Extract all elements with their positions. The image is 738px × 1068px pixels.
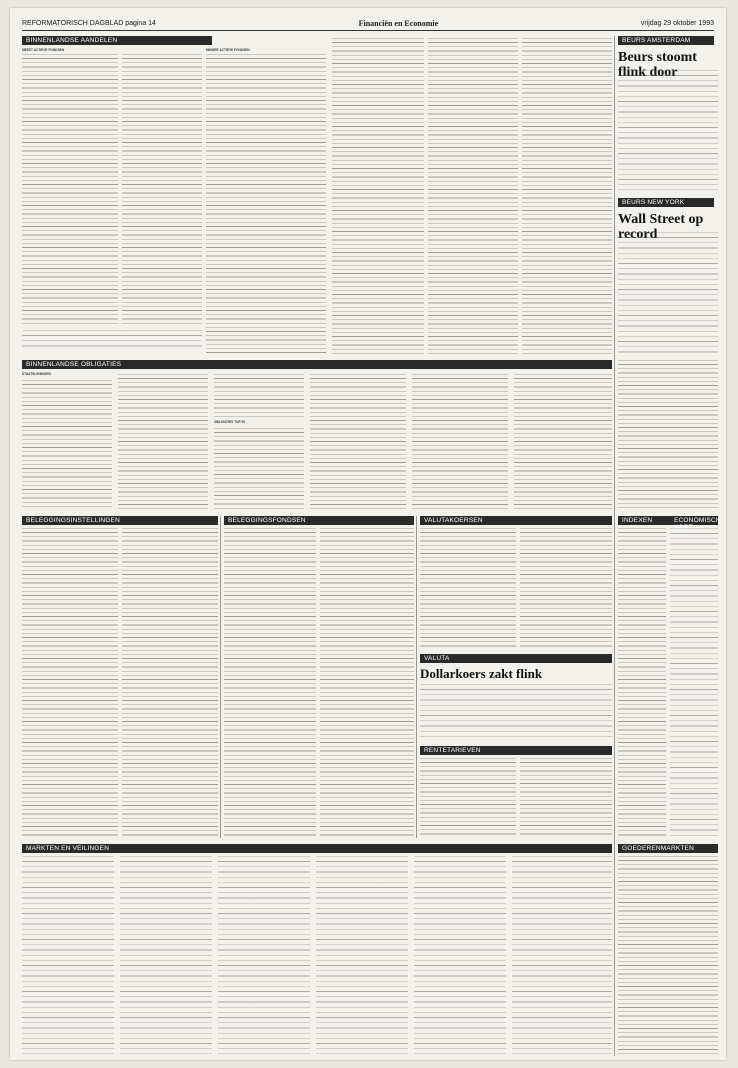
header-right: vrijdag 29 oktober 1993	[640, 19, 714, 27]
table-valutakoersen-col2	[520, 528, 612, 648]
section-goederenmarkten: GOEDERENMARKTEN	[618, 844, 718, 853]
header-center: Financiën en Economie	[358, 18, 439, 28]
newspaper-page	[10, 8, 726, 1060]
section-binnenlandse-aandelen: BINNENLANDSE AANDELEN	[22, 36, 212, 45]
section-valuta: VALUTA	[420, 654, 612, 663]
table-aandelen-col4	[428, 38, 518, 354]
table-obligaties-col6	[514, 374, 612, 510]
table-obligaties-col3b	[214, 428, 304, 510]
section-beleggingsfondsen: BELEGGINGSFONDSEN	[224, 516, 414, 525]
header-left: REFORMATORISCH DAGBLAD pagina 14	[22, 19, 156, 27]
section-indexen: INDEXEN	[618, 516, 718, 525]
table-obligaties-col3a	[214, 374, 304, 418]
column-separator	[416, 516, 417, 838]
dollar-article-body	[420, 684, 612, 740]
table-obligaties-top-title: OBLIGATIES TOP 50	[214, 420, 245, 424]
wallstreet-headline: Wall Street op record	[618, 212, 704, 242]
markten-col1	[22, 856, 114, 1054]
table-valutakoersen-col1	[420, 528, 516, 648]
page-header	[22, 18, 714, 28]
table-obligaties-col5	[412, 374, 508, 510]
section-binnenlandse-obligaties: BINNENLANDSE OBLIGATIES	[22, 360, 612, 369]
table-rentetarieven-col1	[420, 758, 516, 838]
wallstreet-article-body	[618, 232, 718, 354]
markten-col6	[512, 856, 612, 1054]
column-separator	[220, 516, 221, 838]
section-economisch-kort: ECONOMISCH KORT	[670, 516, 718, 525]
dollar-headline: Dollarkoers zakt flink	[420, 667, 543, 681]
column-separator	[614, 36, 615, 1056]
section-beurs-new-york: BEURS NEW YORK	[618, 198, 714, 207]
header-rule	[22, 30, 714, 31]
table-obligaties-col2	[118, 374, 208, 510]
markten-col2	[120, 856, 212, 1054]
section-valutakoersen: VALUTAKOERSEN	[420, 516, 612, 525]
table-aandelen-col3	[332, 38, 424, 354]
table-aandelen-col5	[522, 38, 612, 354]
goederenmarkten-table	[618, 856, 718, 1054]
markten-col3	[218, 856, 310, 1054]
economisch-kort-body	[670, 528, 718, 838]
beurs-article-body	[618, 70, 718, 190]
table-beleggingsinstellingen-col2	[122, 528, 218, 838]
table-rentetarieven-col2	[520, 758, 612, 838]
table-minder-actieve	[206, 54, 326, 354]
table-minder-actieve-title: MINDER ACTIEVE FONDSEN	[206, 48, 250, 52]
section-markten: MARKTEN EN VEILINGEN	[22, 844, 612, 853]
table-staatsleningen	[22, 380, 112, 510]
beurs-headline: Beurs stoomt flink door	[618, 50, 697, 80]
markten-col5	[414, 856, 506, 1054]
markten-col4	[316, 856, 408, 1054]
table-beleggingsfondsen-col1	[224, 528, 316, 838]
table-footnote	[22, 330, 202, 350]
section-beleggingsinstellingen: BELEGGINGSINSTELLINGEN	[22, 516, 218, 525]
table-meest-actieve-values	[122, 54, 202, 324]
table-beleggingsinstellingen-col1	[22, 528, 118, 838]
table-obligaties-col4	[310, 374, 406, 510]
table-beleggingsfondsen-col2	[320, 528, 414, 838]
table-staatsleningen-title: STAATSLENINGEN	[22, 372, 51, 376]
table-beurs-overzicht	[618, 360, 718, 510]
table-meest-actieve	[22, 54, 118, 324]
table-meest-actieve-title: MEEST ACTIEVE FONDSEN	[22, 48, 65, 52]
table-indexen	[618, 528, 666, 838]
section-rentetarieven: RENTETARIEVEN	[420, 746, 612, 755]
section-beurs-amsterdam: BEURS AMSTERDAM	[618, 36, 714, 45]
